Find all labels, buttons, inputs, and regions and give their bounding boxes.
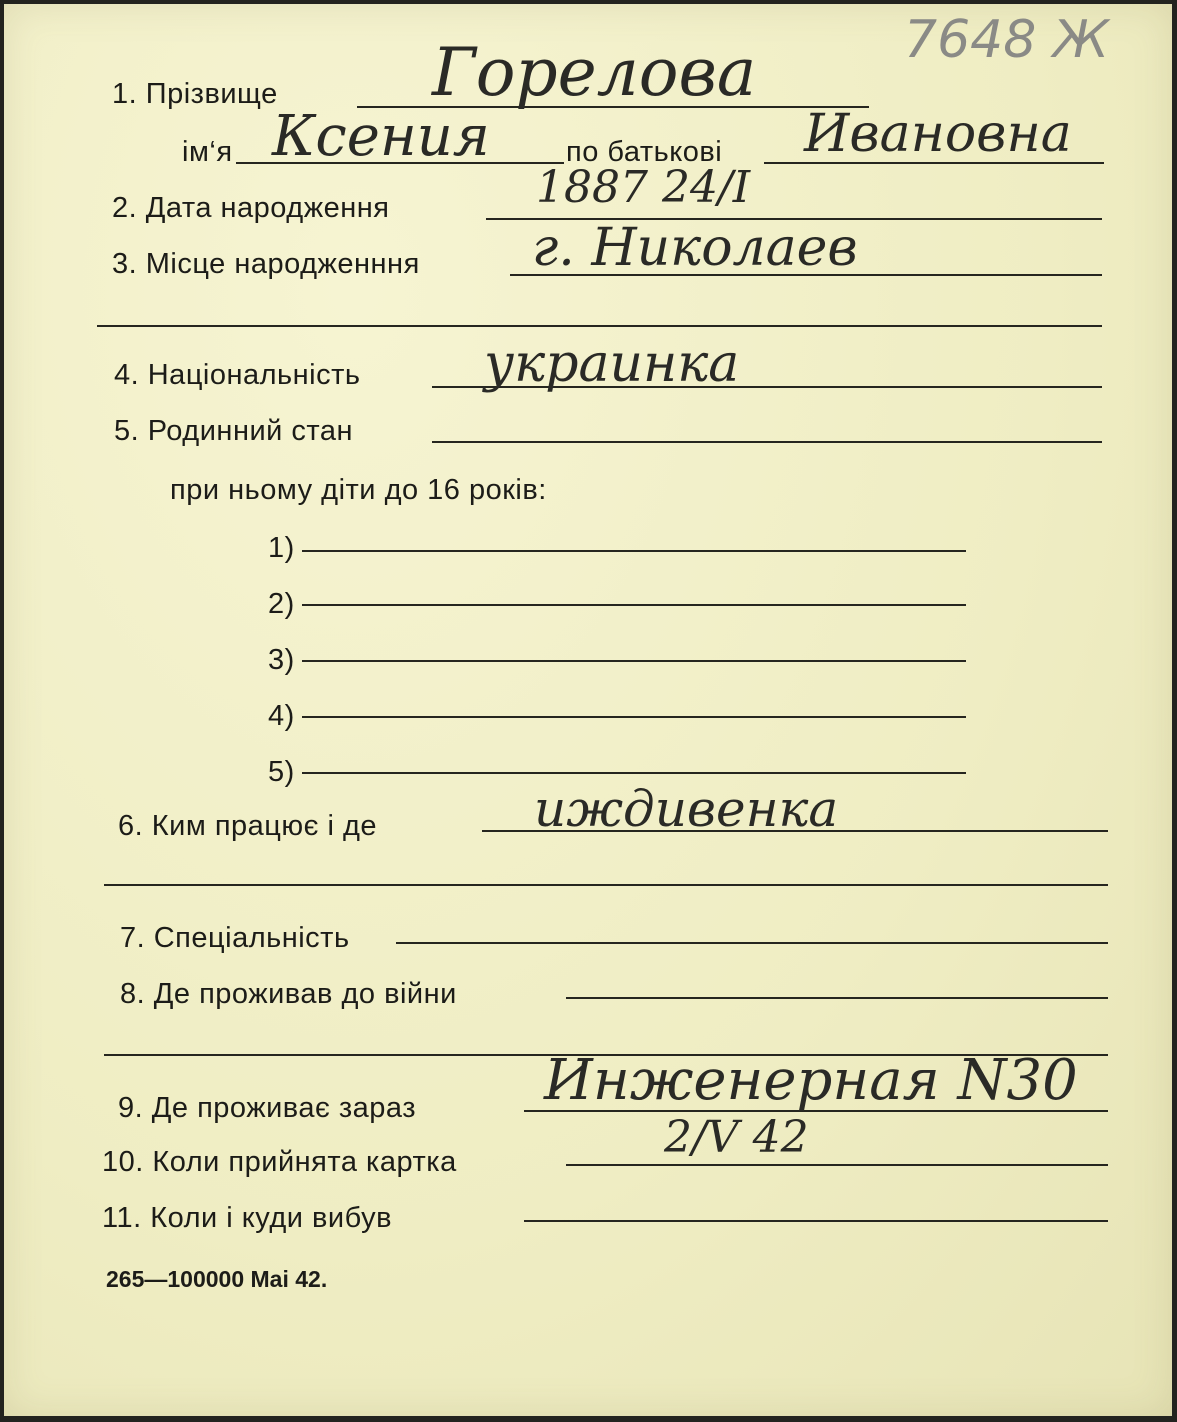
departure-label: 11. Коли і куди вибув [102, 1202, 392, 1234]
prewar-address-label: 8. Де проживав до війни [120, 978, 457, 1010]
surname-label: 1. Прізвище [112, 78, 278, 110]
prewar-address-line [566, 997, 1108, 999]
marital-status-line [432, 441, 1102, 443]
card-date-value: 2/V 42 [664, 1112, 809, 1163]
child-3-label: 3) [268, 644, 295, 676]
card-date-label: 10. Коли прийнята картка [102, 1146, 457, 1178]
first-name-value: Ксения [272, 104, 490, 169]
registration-card [4, 4, 1172, 1416]
surname-value: Горелова [432, 34, 757, 111]
departure-line [524, 1220, 1108, 1222]
current-address-value: Инженерная N30 [544, 1048, 1078, 1113]
child-5-label: 5) [268, 756, 295, 788]
occupation-label: 6. Ким працює і де [118, 810, 378, 842]
birth-place-line-2 [97, 325, 1102, 327]
child-4-line [302, 716, 966, 718]
birth-place-value: г. Николаев [532, 218, 858, 278]
nationality-label: 4. Національність [114, 359, 361, 391]
birth-place-label: 3. Місце народженння [112, 248, 420, 280]
current-address-label: 9. Де проживає зараз [118, 1092, 417, 1124]
occupation-value: иждивенка [534, 780, 839, 838]
child-4-label: 4) [268, 700, 295, 732]
print-code: 265—100000 Mai 42. [106, 1266, 328, 1292]
child-1-line [302, 550, 966, 552]
children-label: при ньому діти до 16 років: [170, 474, 547, 506]
occupation-line-2 [104, 884, 1108, 886]
specialty-line [396, 942, 1108, 944]
birth-date-value: 1887 24/I [536, 162, 751, 213]
child-5-line [302, 772, 966, 774]
patronymic-label: по батькові [566, 136, 723, 168]
archive-number: 7648 Ж [904, 10, 1109, 70]
child-2-line [302, 604, 966, 606]
child-3-line [302, 660, 966, 662]
card-date-line [566, 1164, 1108, 1166]
nationality-value: украинка [484, 334, 740, 394]
specialty-label: 7. Спеціальність [120, 922, 350, 954]
child-1-label: 1) [268, 532, 295, 564]
child-2-label: 2) [268, 588, 295, 620]
birth-date-label: 2. Дата народження [112, 192, 390, 224]
marital-status-label: 5. Родинний стан [114, 415, 354, 447]
first-name-label: ім‘я [182, 136, 233, 168]
patronymic-value: Ивановна [804, 104, 1072, 164]
